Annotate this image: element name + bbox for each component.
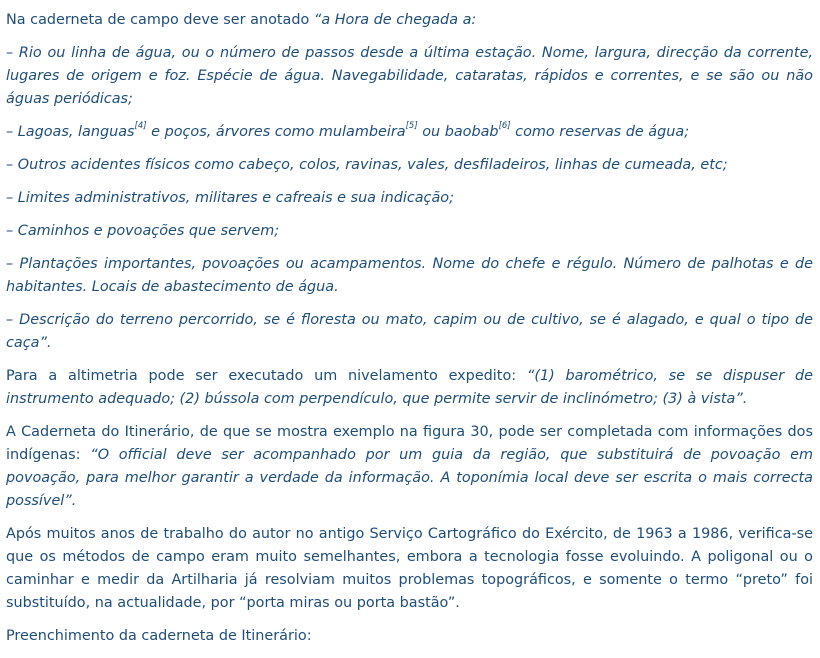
autor-paragraph: Após muitos anos de trabalho do autor no antigo Serviço Cartográfico do Exército, de 1963 a 1986, verifica-se que os métodos de campo eram muito semelhantes, embora a tecnologia fosse evoluindo. A poligonal ou o caminhar e medir da Artilharia já resolviam muitos problemas topográficos, e somente o termo “preto” foi substituído, na actualidade, por “porta miras ou porta bastão”.	[6, 526, 813, 611]
list-item-text: e poços, árvores como mulambeira	[146, 124, 406, 140]
list-item: – Caminhos e povoações que servem;	[6, 223, 280, 239]
list-item	[6, 121, 813, 144]
altimetria-paragraph	[6, 365, 813, 411]
list-item: – Rio ou linha de água, ou o número de passos desde a última estação. Nome, largura, direcção da corrente, lugares de origem e foz. Espécie de água. Navegabilidade, cataratas, rápidos e correntes, e se são ou não águas periódicas;	[6, 45, 813, 107]
caderneta-paragraph	[6, 421, 813, 513]
preenchimento-paragraph: Preenchimento da caderneta de Itinerário:	[6, 628, 312, 644]
list-item: – Descrição do terreno percorrido, se é floresta ou mato, capim ou de cultivo, se é alagado, e qual o tipo de caça”.	[6, 312, 813, 351]
intro-quote: “a Hora de chegada a:	[313, 12, 477, 28]
intro-text: Na caderneta de campo deve ser anotado	[6, 12, 314, 28]
intro-paragraph	[6, 9, 813, 32]
caderneta-text: A Caderneta do Itinerário, de que se mostra exemplo na figura 30, pode ser completada com informações dos indígenas:	[6, 424, 813, 463]
altimetria-text: Para a altimetria pode ser executado um nivelamento expedito:	[6, 368, 527, 384]
list-item: – Limites administrativos, militares e cafreais e sua indicação;	[6, 190, 454, 206]
list-item-text: – Lagoas, languas	[6, 124, 135, 140]
altimetria-quote: “(1) barométrico, se se dispuser de instrumento adequado; (2) bússola com perpendículo, que permite servir de inclinómetro; (3) à vista”.	[6, 368, 813, 407]
footnote-ref-5[interactable]: [5]	[405, 121, 418, 131]
list-item-text: como reservas de água;	[510, 124, 690, 140]
footnote-ref-6[interactable]: [6]	[498, 121, 511, 131]
list-item: – Plantações importantes, povoações ou acampamentos. Nome do chefe e régulo. Número de palhotas e de habitantes. Locais de abastecimento de água.	[6, 256, 813, 295]
caderneta-quote: “O official deve ser acompanhado por um guia da região, que substituirá de povoação em povoação, para melhor garantir a verdade da informação. A toponímia local deve ser escrita o mais correcta possível”.	[6, 447, 813, 509]
list-item: – Outros acidentes físicos como cabeço, colos, ravinas, vales, desfiladeiros, linhas de cumeada, etc;	[6, 157, 728, 173]
document-body	[6, 9, 813, 658]
footnote-ref-4[interactable]: [4]	[134, 121, 147, 131]
list-item-text: ou baobab	[417, 124, 499, 140]
